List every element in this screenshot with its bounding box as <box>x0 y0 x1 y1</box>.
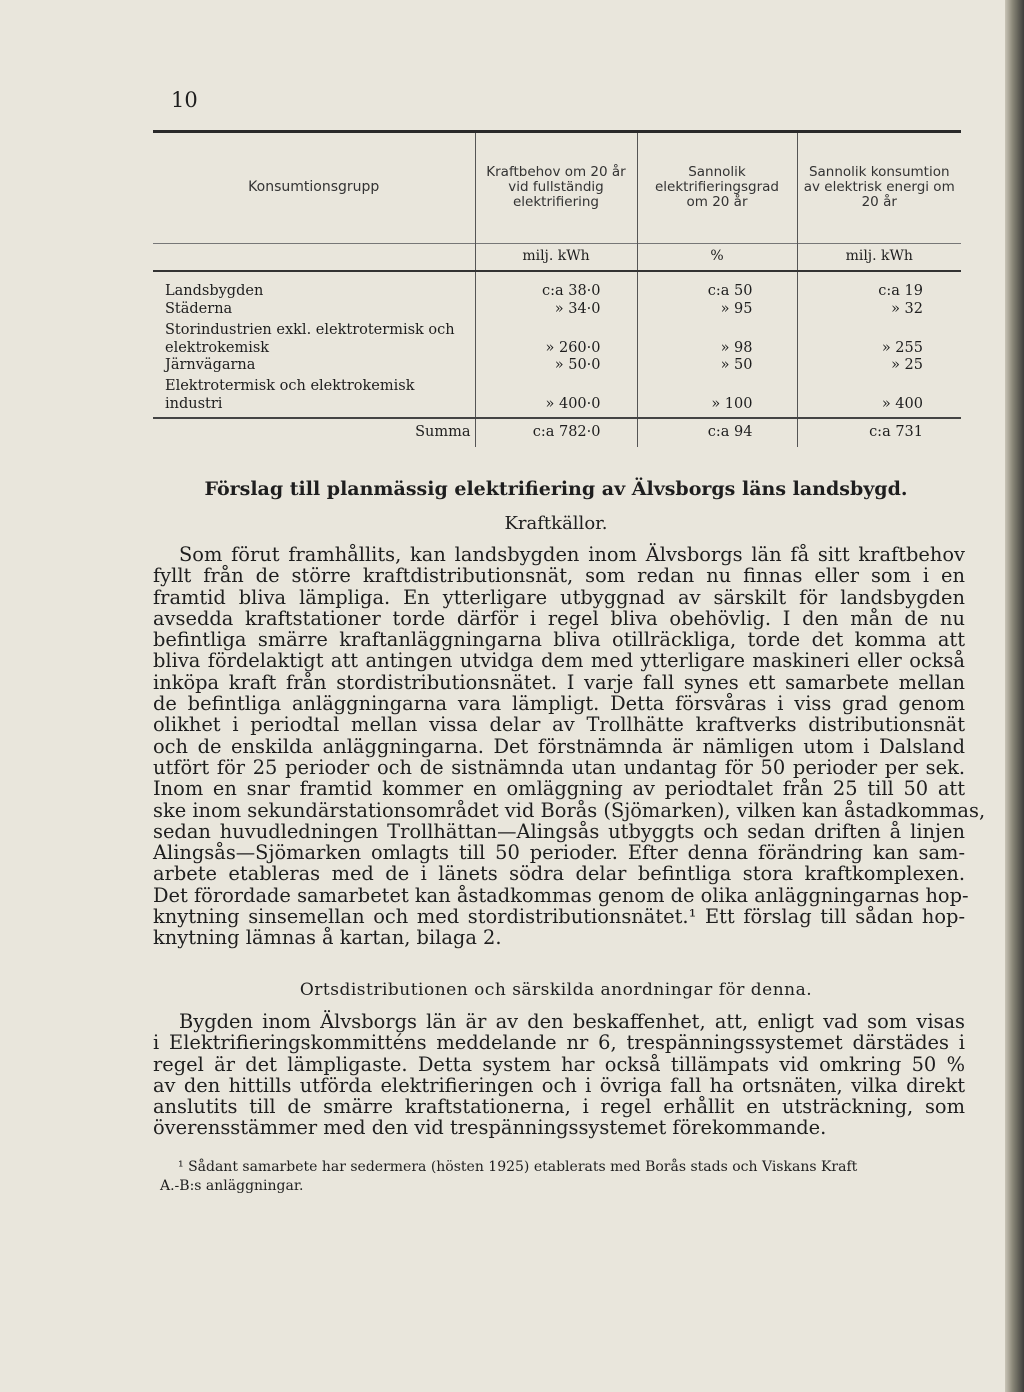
units-empty <box>153 243 475 271</box>
row-col2: » 50 <box>637 357 797 375</box>
summary-col1: c:a 782·0 <box>475 418 637 447</box>
summary-col3: c:a 731 <box>797 418 961 447</box>
row-col3: c:a 19 <box>797 283 961 301</box>
text-line: anslutits till de smärre kraftstationerna, i regel erhållit en utsträckning, som <box>153 1095 965 1119</box>
row-label: Storindustrien exkl. elektrotermisk och elektrokemisk <box>165 321 455 356</box>
text-line: utfört för 25 perioder och de sistnämnda utan undantag för 50 perioder per sek. <box>153 755 965 779</box>
table-row <box>153 301 961 319</box>
summary-col2: c:a 94 <box>637 418 797 447</box>
text-line: inköpa kraft från stordistributionsnätet. I varje fall synes ett samarbete mellan <box>153 670 965 694</box>
text-line: knytning sinsemellan och med stordistributionsnätet.¹ Ett förslag till sådan hop- <box>153 905 965 929</box>
row-col1: » 50·0 <box>475 357 637 375</box>
row-col3: » 25 <box>797 357 961 375</box>
row-col2: c:a 50 <box>637 283 797 301</box>
text-line: Bygden inom Älvsborgs län är av den beskaffenhet, att, enligt vad som visas <box>179 1010 965 1033</box>
row-col3: » 400 <box>797 375 961 418</box>
table-summary-row <box>153 418 961 447</box>
header-group: Konsumtionsgrupp <box>248 179 380 196</box>
row-col3: » 255 <box>797 319 961 357</box>
header-col3: Sannolik konsumtion av elektrisk energi om 20 år <box>797 133 961 243</box>
row-label: Städerna <box>165 301 233 317</box>
footnote <box>160 1158 960 1196</box>
summary-label: Summa <box>153 418 475 447</box>
text-line: ske inom sekundärstationsområdet vid Borås (Sjömarken), vilken kan åstadkommas, <box>153 798 986 822</box>
text-line: befintliga smärre kraftanläggningarna bliva otillräckliga, torde det komma att <box>153 628 965 652</box>
text-line: olikhet i periodtal mellan vissa delar av Trollhätte kraftverks distributionsnät <box>153 713 965 737</box>
text-line: Inom en snar framtid kommer en omläggning av periodtalet från 25 till 50 att <box>153 777 965 801</box>
row-col2: » 95 <box>637 301 797 319</box>
table-header-row <box>153 133 961 243</box>
table-units-row <box>153 243 961 271</box>
text-line: regel är det lämpligaste. Detta system har också tillämpats vid omkring 50 % <box>153 1052 965 1076</box>
table-row <box>153 319 961 357</box>
text-line: av den hittills utförda elektrifieringen och i övriga fall ha ortsnäten, vilka direkt <box>153 1073 965 1097</box>
text-line: och de enskilda anläggningarna. Det förstnämnda är nämligen utom i Dalsland <box>153 734 965 758</box>
paragraph-ortsdistribution <box>153 1011 965 1139</box>
header-col2: Sannolik elektrifieringsgrad om 20 år <box>637 133 797 243</box>
paragraph-kraftkallor <box>153 543 986 950</box>
consumption-table <box>153 133 961 447</box>
text-line: överensstämmer med den vid trespänningssystemet förekommande. <box>153 1116 827 1140</box>
text-line: sedan huvudledningen Trollhättan—Alingsås utbyggts och sedan driften å linjen <box>153 819 965 843</box>
text-line: Det förordade samarbetet kan åstadkommas genom de olika anläggningarnas hop- <box>153 883 969 907</box>
row-col1: » 400·0 <box>475 375 637 418</box>
row-col1: » 34·0 <box>475 301 637 319</box>
page-edge-shadow <box>1005 0 1024 1392</box>
row-label: Elektrotermisk och elektrokemisk industri <box>165 377 415 412</box>
row-label: Järnvägarna <box>165 357 256 373</box>
table-row <box>153 283 961 301</box>
text-line: Som förut framhållits, kan landsbygden inom Älvsborgs län få sitt kraftbehov <box>179 543 965 566</box>
text-line: Alingsås—Sjömarken omlagts till 50 perioder. Efter denna förändring kan sam- <box>153 841 965 865</box>
section-subtitle: Kraftkällor. <box>504 513 608 534</box>
text-line: bliva fördelaktigt att antingen utvidga dem med ytterligare maskineri eller också <box>153 649 965 673</box>
row-col3: » 32 <box>797 301 961 319</box>
text-line: knytning lämnas å kartan, bilaga 2. <box>153 926 502 950</box>
table-row <box>153 357 961 375</box>
row-col2: » 98 <box>637 319 797 357</box>
table-row <box>153 375 961 418</box>
text-line: framtid bliva lämpliga. En ytterligare utbyggnad av särskilt för landsbygden <box>153 585 965 609</box>
units-col3: milj. kWh <box>797 243 961 271</box>
header-col1: Kraftbehov om 20 år vid fullständig elektrifiering <box>475 133 637 243</box>
units-col1: milj. kWh <box>475 243 637 271</box>
footnote-line: ¹ Sådant samarbete har sedermera (hösten 1925) etablerats med Borås stads och Viskans Kraft <box>178 1159 858 1175</box>
text-line: i Elektrifieringskommitténs meddelande nr 6, trespänningssystemet därstädes i <box>153 1031 965 1055</box>
page-number: 10 <box>171 88 198 112</box>
text-line: avsedda kraftstationer torde därför i regel bliva obehövlig. I den mån de nu <box>153 606 965 630</box>
section-heading-ortsdistribution: Ortsdistributionen och särskilda anordningar för denna. <box>299 980 813 1000</box>
section-title: Förslag till planmässig elektrifiering av Älvsborgs läns landsbygd. <box>204 478 908 500</box>
text-line: arbete etableras med de i länets södra delar befintliga stora kraftkomplexen. <box>153 862 965 886</box>
row-col1: c:a 38·0 <box>475 283 637 301</box>
text-line: fyllt från de större kraftdistributionsnät, som redan nu finnas eller som i en <box>153 564 965 588</box>
footnote-line: A.-B:s anläggningar. <box>160 1178 304 1194</box>
row-col2: » 100 <box>637 375 797 418</box>
row-label: Landsbygden <box>165 283 264 299</box>
row-col1: » 260·0 <box>475 319 637 357</box>
units-col2: % <box>637 243 797 271</box>
text-line: de befintliga anläggningarna vara lämpligt. Detta försvåras i viss grad genom <box>153 692 965 716</box>
